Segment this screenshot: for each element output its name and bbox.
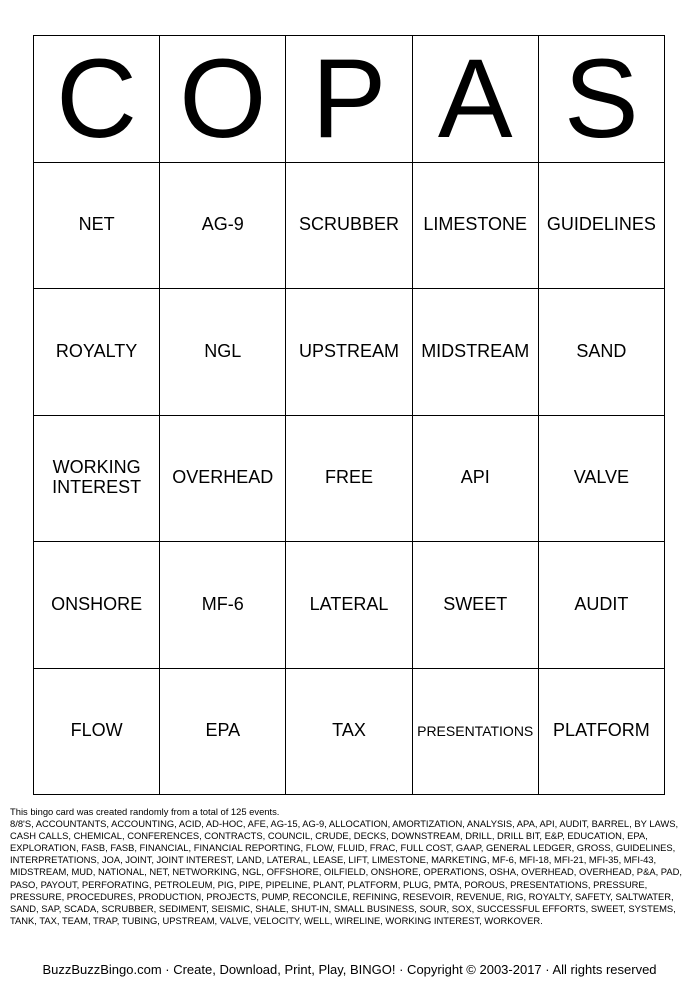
bingo-cell: OVERHEAD bbox=[160, 416, 286, 543]
bingo-cell: NGL bbox=[160, 289, 286, 416]
event-list-intro: This bingo card was created randomly from a total of 125 events. bbox=[10, 806, 280, 817]
bingo-cell: PLATFORM bbox=[539, 669, 665, 796]
bingo-cell: TAX bbox=[286, 669, 412, 796]
bingo-cell: PRESENTATIONS bbox=[413, 669, 539, 796]
header-letter-p: P bbox=[286, 36, 412, 163]
bingo-cell: API bbox=[413, 416, 539, 543]
bingo-cell: ROYALTY bbox=[34, 289, 160, 416]
bingo-cell: LIMESTONE bbox=[413, 163, 539, 290]
bingo-cell: AUDIT bbox=[539, 542, 665, 669]
bingo-cell: AG-9 bbox=[160, 163, 286, 290]
header-letter-o: O bbox=[160, 36, 286, 163]
bingo-cell: WORKING INTEREST bbox=[34, 416, 160, 543]
bingo-cell: SWEET bbox=[413, 542, 539, 669]
bingo-cell: SAND bbox=[539, 289, 665, 416]
bingo-cell: GUIDELINES bbox=[539, 163, 665, 290]
event-list bbox=[10, 806, 690, 927]
bingo-card bbox=[33, 35, 665, 795]
bingo-cell: MIDSTREAM bbox=[413, 289, 539, 416]
footer-copyright: BuzzBuzzBingo.com · Create, Download, Print, Play, BINGO! · Copyright © 2003-2017 · All rights reserved bbox=[42, 962, 657, 977]
bingo-cell: EPA bbox=[160, 669, 286, 796]
event-list-items: 8/8'S, ACCOUNTANTS, ACCOUNTING, ACID, AD-HOC, AFE, AG-15, AG-9, ALLOCATION, AMORTIZATION, ANALYSIS, APA, API, AUDIT, BARREL, BY LAWS, CASH CALLS, CHEMICAL, CONFERENCES, CONTRACTS, COUNCIL, CRUDE, DECKS, DOWNSTREAM, DRILL, DRILL BIT, E&P, EDUCATION, EPA, EXPLORATION, FASB, FASB, FINANCIAL, FINANCIAL REPORTING, FLOW, FLUID, FRAC, FULL COST, GAAP, GENERAL LEDGER, GROSS, GUIDELINES, INTERPRETATIONS, JOA, JOINT, JOINT INTEREST, LAND, LATERAL, LEASE, LIFT, LIMESTONE, MARKETING, MF-6, MFI-18, MFI-21, MFI-35, MFI-43, MIDSTREAM, MUD, NATIONAL, NET, NETWORKING, NGL, OFFSHORE, OILFIELD, ONSHORE, OPERATIONS, OSHA, OVERHEAD, OVERHEAD, P&A, PAD, PASO, PAYOUT, PERFORATING, PETROLEUM, PIG, PIPE, PIPELINE, PLANT, PLATFORM, PLUG, PMTA, POROUS, PRESENTATIONS, PRESSURE, PRESSURE, PROCEDURES, PRODUCTION, PROJECTS, PUMP, RECONCILE, REFINING, RESEVOIR, REVENUE, RIG, ROYALTY, SAFETY, SALTWATER, SAND, SAP, SCADA, SCRUBBER, SEDIMENT, SEISMIC, SHALE, SHUT-IN, SMALL BUSINESS, SOUR, SOX, SUCCESSFUL EFFORTS, SWEET, SYSTEMS, TANK, TAX, TEAM, TRAP, TUBING, UPSTREAM, VALVE, VELOCITY, WELL, WIRELINE, WORKING INTEREST, WORKOVER. bbox=[10, 818, 682, 926]
header-letter-a: A bbox=[413, 36, 539, 163]
bingo-cell: UPSTREAM bbox=[286, 289, 412, 416]
header-letter-s: S bbox=[539, 36, 665, 163]
bingo-cell: VALVE bbox=[539, 416, 665, 543]
bingo-cell: ONSHORE bbox=[34, 542, 160, 669]
bingo-cell: NET bbox=[34, 163, 160, 290]
bingo-cell: LATERAL bbox=[286, 542, 412, 669]
bingo-cell: SCRUBBER bbox=[286, 163, 412, 290]
bingo-cell-free: FREE bbox=[286, 416, 412, 543]
header-letter-c: C bbox=[34, 36, 160, 163]
bingo-cell: FLOW bbox=[34, 669, 160, 796]
bingo-cell: MF-6 bbox=[160, 542, 286, 669]
